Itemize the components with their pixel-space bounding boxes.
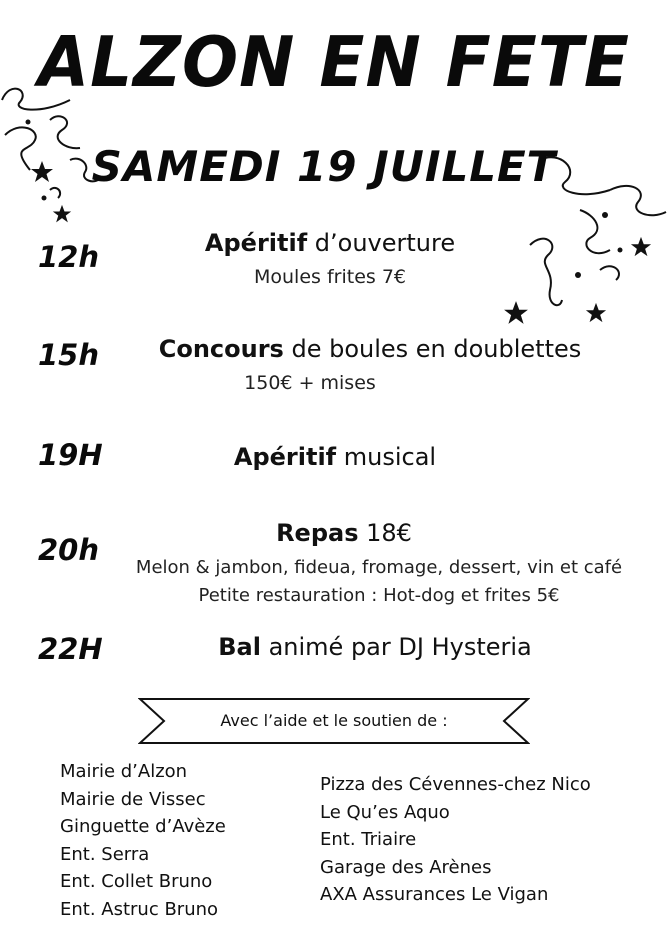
schedule-activity-rest: animé par DJ Hysteria	[260, 633, 532, 661]
schedule-item	[0, 442, 580, 472]
sponsor-item: Le Qu’es Aquo	[320, 801, 450, 823]
schedule-item	[90, 518, 668, 609]
schedule-detail: Petite restauration : Hot-dog et frites 5€	[198, 585, 560, 606]
star-icon	[585, 302, 607, 324]
schedule-activity-rest: de boules en doublettes	[283, 335, 582, 363]
schedule-time: 19H	[38, 438, 103, 472]
star-icon	[503, 300, 529, 326]
schedule-activity-bold: Concours	[158, 335, 284, 363]
sponsor-list-left	[60, 758, 226, 923]
schedule-activity-rest: musical	[336, 443, 437, 471]
schedule-time: 20h	[38, 533, 100, 567]
schedule-time: 12h	[38, 240, 100, 274]
event-title: ALZON EN FETE	[38, 22, 630, 103]
star-icon	[52, 204, 72, 224]
sponsor-item: Garage des Arènes	[320, 856, 492, 878]
schedule-detail: Melon & jambon, fideua, fromage, dessert, vin et café	[135, 557, 623, 578]
sponsor-item: Pizza des Cévennes-chez Nico	[320, 774, 591, 795]
sponsor-item: Ent. Astruc Bruno	[60, 898, 219, 920]
sponsor-item: Ent. Collet Bruno	[60, 871, 213, 892]
sponsor-item: AXA Assurances Le Vigan	[320, 884, 549, 905]
sponsor-item: Ent. Serra	[60, 843, 150, 865]
sponsor-banner-text: Avec l’aide et le soutien de :	[220, 711, 448, 730]
schedule-detail: 150€ + mises	[244, 372, 376, 394]
schedule-activity-bold: Apéritif	[233, 443, 337, 471]
sponsor-item: Ent. Triaire	[320, 829, 417, 850]
sponsor-item: Ginguette d’Avèze	[60, 816, 226, 837]
schedule-activity-bold: Repas	[276, 519, 359, 547]
schedule-activity-rest: d’ouverture	[307, 229, 456, 257]
star-icon	[630, 236, 652, 258]
schedule-activity-rest: 18€	[358, 519, 412, 547]
schedule-item	[40, 228, 620, 290]
sponsor-item: Mairie d’Alzon	[60, 761, 188, 782]
schedule-activity-bold: Bal	[218, 633, 261, 661]
schedule-item	[0, 632, 668, 662]
schedule-detail: Moules frites 7€	[254, 266, 406, 288]
schedule-time: 15h	[38, 338, 100, 372]
sponsor-list-right	[320, 771, 591, 909]
schedule-item	[80, 334, 660, 396]
event-date: SAMEDI 19 JUILLET	[91, 142, 557, 191]
schedule-time: 22H	[38, 632, 103, 666]
sponsor-item: Mairie de Vissec	[60, 788, 206, 810]
schedule-activity-bold: Apéritif	[204, 229, 308, 257]
